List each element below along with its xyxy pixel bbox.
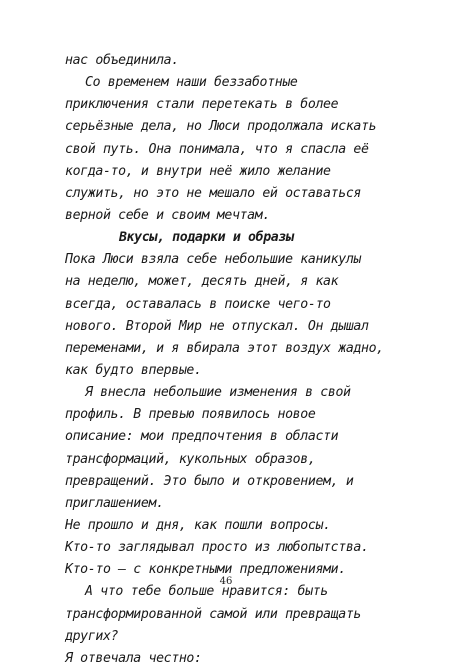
- text-line: превращений. Это было и откровением, и: [65, 473, 354, 489]
- text-line: Кто-то заглядывал просто из любопытства.: [65, 540, 369, 556]
- text-line: А что тебе больше нравится: быть: [85, 584, 328, 600]
- section-heading: Вкусы, подарки и образы: [119, 230, 294, 246]
- text-line: трансформаций, кукольных образов,: [65, 451, 316, 467]
- text-line: служить, но это не мешало ей оставаться: [65, 185, 361, 201]
- text-line: нас объединила.: [65, 53, 179, 68]
- text-line: верной себе и своим мечтам.: [65, 207, 270, 223]
- text-line: на неделю, может, десять дней, я как: [65, 274, 339, 290]
- text-line: трансформированной самой или превращать: [65, 606, 361, 622]
- text-line: серьёзные дела, но Люси продолжала искать: [65, 119, 377, 135]
- text-line: приключения стали перетекать в более: [65, 97, 339, 113]
- text-line: Я отвечала честно:: [65, 650, 202, 666]
- text-line: других?: [65, 628, 119, 644]
- text-line: нового. Второй Мир не отпускал. Он дышал: [65, 318, 369, 334]
- text-line: всегда, оставалась в поиске чего-то: [65, 296, 331, 312]
- text-line: Я внесла небольшие изменения в свой: [85, 385, 351, 401]
- text-line: Не прошло и дня, как пошли вопросы.: [65, 517, 331, 533]
- text-line: свой путь. Она понимала, что я спасла её: [65, 141, 369, 157]
- text-line: профиль. В превью появилось новое: [65, 407, 316, 423]
- text-line: Пока Люси взяла себе небольшие каникулы: [65, 252, 361, 268]
- text-line: приглашением.: [65, 495, 164, 511]
- text-line: когда-то, и внутри неё жило желание: [65, 163, 331, 179]
- page-number: 46: [219, 576, 233, 587]
- text-line: Со временем наши беззаботные: [85, 75, 298, 91]
- text-line: как будто впервые.: [65, 362, 202, 378]
- text-line: переменами, и я вбирала этот воздух жадно,: [65, 340, 384, 356]
- text-line: Кто-то — с конкретными предложениями.: [65, 562, 346, 578]
- text-line: описание: мои предпочтения в области: [65, 429, 339, 445]
